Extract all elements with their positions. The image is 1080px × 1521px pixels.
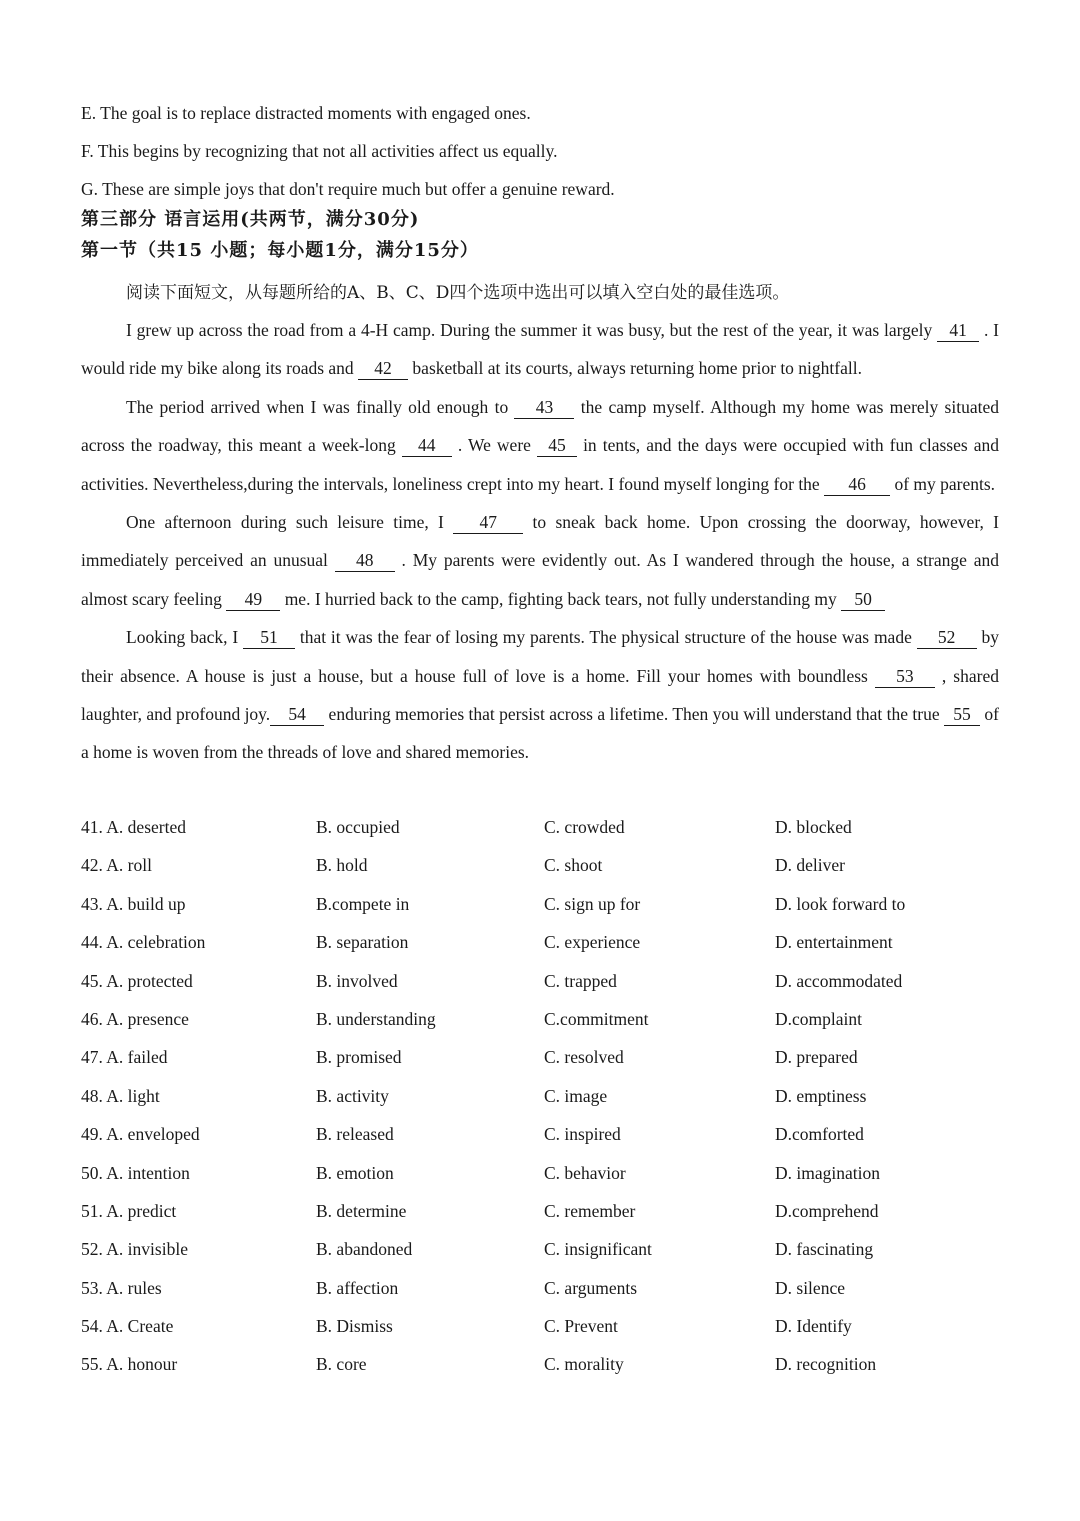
choice-a [81, 971, 193, 992]
question-number: 43. [81, 893, 103, 914]
choice-a [81, 1239, 188, 1260]
choice-b: B. affection [316, 1277, 399, 1298]
passage-text: The period arrived when I was finally old enough to [126, 396, 515, 417]
choice-c: C. sign up for [544, 893, 641, 914]
blank-44: 44 [402, 435, 452, 457]
option-e [81, 102, 531, 124]
choice-b: B. activity [316, 1085, 389, 1106]
choice-c: C. experience [544, 932, 641, 953]
question-number: 53. [81, 1277, 103, 1298]
passage-text: basketball at its courts, always returning home prior to nightfall. [408, 358, 862, 379]
passage-text: Looking back, I [126, 627, 244, 648]
choice-a [81, 1086, 160, 1107]
choice-c: C. image [544, 1085, 608, 1106]
choice-c: C. inspired [544, 1124, 621, 1145]
passage-text: by their absence. A house is just a house, but a house full of love is a home. Fill your homes with boundless [81, 627, 1000, 686]
choice-c: C. resolved [544, 1047, 624, 1068]
question-row [81, 1116, 1001, 1154]
passage-text: . I would ride my bike along its roads and [81, 320, 1000, 379]
choice-c: C. morality [544, 1354, 624, 1375]
choice-a [81, 817, 186, 838]
blank-42: 42 [358, 358, 408, 380]
question-row [81, 924, 1001, 962]
question-row [81, 1231, 1001, 1269]
choice-d: D. emptiness [775, 1085, 867, 1106]
blank-41: 41 [937, 320, 979, 342]
blank-45: 45 [537, 435, 577, 457]
blank-50: 50 [841, 589, 885, 611]
choice-b: B. separation [316, 932, 409, 953]
choice-a [81, 1354, 177, 1375]
choice-d: D. recognition [775, 1354, 877, 1375]
question-number: 54. [81, 1316, 103, 1337]
choice-d: D.comforted [775, 1124, 864, 1145]
passage-text: One afternoon during such leisure time, I [126, 512, 454, 533]
passage-text: I grew up across the road from a 4-H camp. During the summer it was busy, but the rest of the year, it was largely [126, 320, 938, 340]
choice-b: B. abandoned [316, 1239, 413, 1260]
choice-b: B. Dismiss [316, 1316, 393, 1337]
choice-c: C.commitment [544, 1008, 649, 1029]
choice-a-text: A. celebration [106, 932, 206, 953]
choice-b: B. understanding [316, 1008, 436, 1029]
paragraph-4 [81, 618, 999, 772]
choice-a-text: A. presence [106, 1008, 189, 1029]
option-f [81, 140, 558, 162]
choice-c: C. Prevent [544, 1316, 618, 1337]
question-number: 55. [81, 1354, 103, 1375]
choice-c: C. behavior [544, 1162, 626, 1183]
choice-a-text: A. roll [106, 855, 152, 876]
choice-d: D.comprehend [775, 1200, 879, 1221]
choice-b: B.compete in [316, 893, 410, 914]
choice-b: B. determine [316, 1200, 407, 1221]
question-number: 48. [81, 1085, 103, 1106]
blank-51: 51 [243, 627, 295, 649]
choice-d: D. deliver [775, 855, 845, 876]
paragraph-1 [81, 311, 999, 388]
choice-a-text: A. honour [106, 1354, 178, 1375]
paragraph-2 [81, 388, 999, 503]
blank-52: 52 [917, 627, 977, 649]
choice-d: D. accommodated [775, 970, 903, 991]
blank-54: 54 [270, 704, 324, 726]
choice-d: D. fascinating [775, 1239, 874, 1260]
choice-a [81, 1278, 162, 1299]
question-number: 46. [81, 1008, 103, 1029]
choice-a-text: A. invisible [106, 1239, 188, 1260]
choice-b: B. emotion [316, 1162, 394, 1183]
choice-a-text: A. deserted [106, 817, 186, 837]
blank-43: 43 [514, 397, 574, 419]
choice-a [81, 1163, 190, 1184]
blank-55: 55 [944, 704, 980, 726]
option-g [81, 178, 615, 200]
passage-text: to sneak back home. Upon crossing the doorway, however, I immediately perceived an unusual [81, 512, 999, 571]
question-number: 42. [81, 855, 103, 876]
choice-a-text: A. protected [106, 970, 193, 991]
option-text: These are simple joys that don't require much but offer a genuine reward. [102, 179, 615, 199]
choice-b: B. involved [316, 970, 398, 991]
option-letter: G. [81, 179, 99, 199]
option-letter: E. [81, 103, 97, 123]
choice-c: C. insignificant [544, 1239, 652, 1260]
choice-c: C. arguments [544, 1277, 638, 1298]
choice-d: D. imagination [775, 1162, 880, 1183]
blank-46: 46 [824, 474, 890, 496]
choice-d: D. silence [775, 1277, 845, 1298]
choice-a-text: A. light [106, 1085, 160, 1106]
blank-47: 47 [453, 512, 523, 534]
option-text: The goal is to replace distracted moments with engaged ones. [100, 103, 531, 123]
passage-text: of my parents. [890, 473, 996, 494]
question-row [81, 1346, 1001, 1384]
choice-a-text: A. build up [106, 893, 186, 914]
question-row [81, 1078, 1001, 1116]
choice-a-text: A. predict [106, 1200, 177, 1221]
subsection-heading: 第一节（共15 小题；每小题1分，满分15分） [81, 240, 479, 261]
question-number: 51. [81, 1200, 103, 1221]
question-number: 52. [81, 1239, 103, 1260]
section-heading: 第三部分 语言运用(共两节，满分30分) [81, 209, 420, 230]
instruction: 阅读下面短文，从每题所给的A、B、C、D四个选项中选出可以填入空白处的最佳选项。 [126, 283, 790, 303]
choice-b: B. occupied [316, 817, 400, 837]
passage-text: me. I hurried back to the camp, fighting back tears, not fully understanding my [280, 588, 842, 609]
choice-c: C. shoot [544, 855, 603, 876]
question-row [81, 1193, 1001, 1231]
choice-b: B. promised [316, 1047, 402, 1068]
question-row [81, 1155, 1001, 1193]
question-row [81, 1039, 1001, 1077]
passage-text: . We were [451, 435, 537, 456]
question-row [81, 886, 1001, 924]
choice-b: B. hold [316, 855, 368, 876]
question-row [81, 809, 1001, 847]
blank-53: 53 [875, 666, 935, 688]
choice-a [81, 1047, 168, 1068]
question-row [81, 847, 1001, 885]
choice-a-text: A. rules [106, 1277, 162, 1298]
choice-a-text: A. failed [106, 1047, 168, 1068]
choice-c: C. crowded [544, 817, 625, 837]
question-number: 50. [81, 1162, 103, 1183]
cloze-passage [81, 311, 999, 772]
question-number: 44. [81, 932, 103, 953]
question-row [81, 963, 1001, 1001]
passage-text: in tents, and the days were occupied with fun classes and activities. Nevertheless,during the intervals, loneliness crept into my heart. I found myself longing for the [81, 435, 999, 494]
choice-b: B. core [316, 1354, 367, 1375]
passage-text: the camp myself. Although my home was merely situated across the roadway, this meant a week-long [81, 396, 999, 456]
paragraph-3 [81, 503, 999, 618]
question-number: 41. [81, 817, 103, 837]
choice-a [81, 1124, 200, 1145]
choice-a-text: A. intention [106, 1162, 190, 1183]
choice-c: C. trapped [544, 970, 617, 991]
choice-b: B. released [316, 1124, 394, 1145]
question-row [81, 1308, 1001, 1346]
option-letter: F. [81, 141, 94, 161]
option-text: This begins by recognizing that not all activities affect us equally. [97, 141, 558, 161]
question-row [81, 1001, 1001, 1039]
choice-d: D. blocked [775, 817, 852, 837]
choice-a [81, 855, 152, 876]
choice-a-text: A. Create [106, 1316, 174, 1337]
passage-text: , shared laughter, and profound joy. [81, 665, 999, 725]
question-row [81, 1270, 1001, 1308]
passage-text: . My parents were evidently out. As I wandered through the house, a strange and almost scary feeling [81, 550, 999, 609]
answer-choices [81, 809, 1001, 1385]
choice-a [81, 894, 186, 915]
choice-a [81, 1009, 189, 1030]
blank-49: 49 [226, 589, 280, 611]
question-number: 49. [81, 1124, 103, 1145]
choice-d: D. look forward to [775, 893, 906, 914]
passage-text: enduring memories that persist across a lifetime. Then you will understand that the true [324, 704, 945, 725]
choice-a [81, 1316, 173, 1337]
question-number: 47. [81, 1047, 103, 1068]
choice-d: D. entertainment [775, 932, 893, 953]
blank-48: 48 [335, 550, 395, 572]
choice-a [81, 932, 205, 953]
choice-d: D. Identify [775, 1316, 852, 1337]
passage-text: of a home is woven from the threads of love and shared memories. [81, 704, 999, 763]
passage-text: that it was the fear of losing my parents. The physical structure of the house was made [295, 627, 917, 648]
question-number: 45. [81, 970, 103, 991]
choice-c: C. remember [544, 1200, 636, 1221]
choice-d: D. prepared [775, 1047, 858, 1068]
choice-d: D.complaint [775, 1008, 862, 1029]
choice-a [81, 1201, 176, 1222]
choice-a-text: A. enveloped [106, 1124, 200, 1145]
